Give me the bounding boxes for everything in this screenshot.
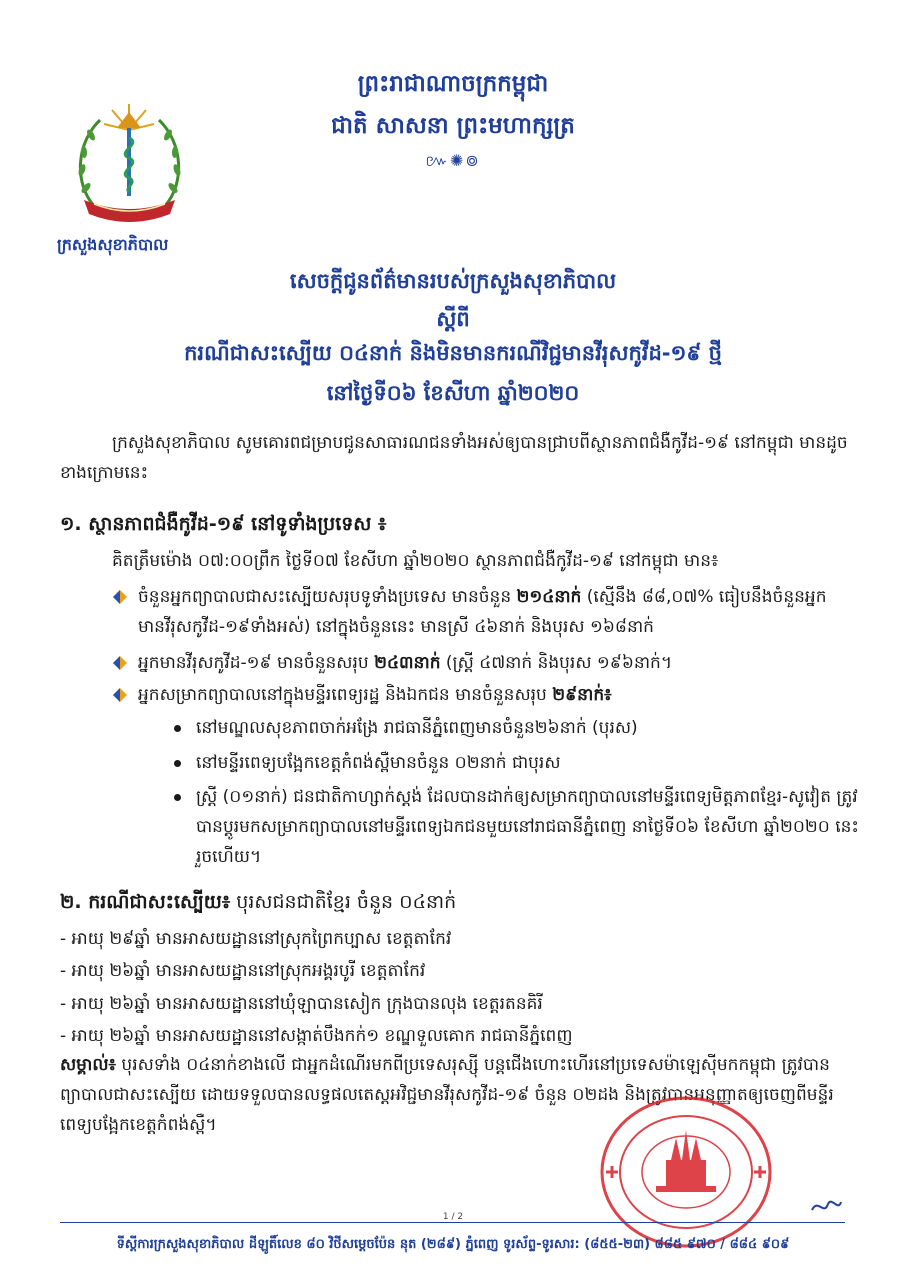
section2-heading-text: បុរសជនជាតិខ្មែរ ចំនួន ០៤នាក់ bbox=[230, 891, 457, 913]
sub-list-text: នៅមណ្ឌលសុខភាពចាក់អង្រែ រាជធានីភ្នំពេញមានចំនួន២៦នាក់ (បុរស) bbox=[196, 718, 638, 738]
dot-bullet-icon bbox=[174, 725, 181, 732]
sub-list-item bbox=[172, 782, 862, 872]
diamond-bullet-icon bbox=[112, 655, 128, 671]
list-item bbox=[112, 582, 852, 642]
national-motto: ជាតិ សាសនា ព្រះមហាក្សត្រ bbox=[331, 113, 575, 139]
bullet-text-pre: ចំនួនអ្នកព្យាបាលជាសះស្បើយសរុបទូទាំងប្រទេស មានចំនួន bbox=[138, 587, 517, 607]
intro-paragraph: ក្រសួងសុខាភិបាល សូមគោរពជម្រាបជូនសាធារណជនទាំងអស់ឲ្យបានជ្រាបពីស្ថានភាពជំងឺកូវីដ-១៩ នៅកម្ពុជា មានដូចខាងក្រោមនេះ bbox=[60, 433, 848, 483]
press-release-regarding: ស្តីពី bbox=[436, 307, 470, 331]
note-text: បុរសទាំង ០៤នាក់ខាងលើ ជាអ្នកដំណើរមកពីប្រទេសរុស្ស៊ី បន្តជើងហោះហើរនៅប្រទេសម៉ាឡេស៊ីមកកម្ពុជា ត្រូវបានព្យាបាលជាសះស្បើយ ដោយទទួលបានលទ្ធផលតេស្តអវិជ្ជមានវីរុសកូវីដ-១៩ ចំនួន ០២ដង និងត្រូវបានអនុញ្ញាតឲ្យចេញពីមន្ទីរពេទ្យបង្អែកខេត្តកំពង់ស្ពឺ។ bbox=[60, 1055, 834, 1135]
official-seal bbox=[596, 1090, 776, 1250]
list-item bbox=[112, 680, 852, 710]
dot-bullet-icon bbox=[174, 760, 181, 767]
bullet-text-pre: អ្នកមានវីរុសកូវីដ-១៩ មានចំនួនសរុប bbox=[138, 653, 375, 673]
sub-list-item bbox=[172, 748, 862, 778]
press-release-title: សេចក្តីជូនព័ត៌មានរបស់ក្រសួងសុខាភិបាល bbox=[289, 269, 617, 293]
list-item: - អាយុ ២៦ឆ្នាំ មានអាសយដ្ឋាននៅស្រុកអង្គរបូរី ខេត្តតាកែវ bbox=[60, 961, 426, 981]
ornament-divider: ៚✺៙ bbox=[425, 151, 481, 170]
bullet-text-bold: ២៤៣នាក់ bbox=[374, 653, 441, 673]
diamond-bullet-icon bbox=[112, 687, 128, 703]
section2-heading-label: ២. ករណីជាសះស្បើយ៖ bbox=[60, 891, 231, 913]
section2-heading bbox=[60, 890, 456, 918]
dot-bullet-icon bbox=[174, 794, 181, 801]
bullet-text-bold: ២១៤នាក់ bbox=[516, 587, 582, 607]
section1-as-of: គិតត្រឹមម៉ោង ០៧:០០ព្រឹក ថ្ងៃទី០៧ ខែសីហា ឆ្នាំ២០២០ ស្ថានភាពជំងឺកូវីដ-១៩ នៅកម្ពុជា មាន៖ bbox=[112, 551, 719, 571]
section1-heading: ១. ស្ថានភាពជំងឺកូវីដ-១៩ នៅទូទាំងប្រទេស ៖ bbox=[60, 513, 387, 535]
page-number: 1 / 2 bbox=[442, 1212, 464, 1222]
list-item: - អាយុ ២៦ឆ្នាំ មានអាសយដ្ឋាននៅសង្កាត់បឹងកក់១ ខណ្ឌទួលគោក រាជធានីភ្នំពេញ bbox=[60, 1026, 573, 1046]
sub-list-text: ស្ត្រី (០១នាក់) ជនជាតិកាហ្សាក់ស្តង់ ដែលបានដាក់ឲ្យសម្រាកព្យាបាលនៅមន្ទីរពេទ្យមិត្តភាពខ្មែរ-សូវៀត ត្រូវបានប្តូរមកសម្រាកព្យាបាលនៅមន្ទីរពេទ្យឯកជនមួយនៅរាជធានីភ្នំពេញ នាថ្ងៃទី០៦ ខែសីហា ឆ្នាំ២០២០ នេះរួចហើយ។ bbox=[196, 787, 859, 867]
press-release-date: នៅថ្ងៃទី០៦ ខែសីហា ឆ្នាំ២០២០ bbox=[326, 381, 580, 405]
bullet-text-post: (ស្ត្រី ៤៧នាក់ និងបុរស ១៩៦នាក់។ bbox=[440, 653, 673, 673]
sub-list-text: នៅមន្ទីរពេទ្យបង្អែកខេត្តកំពង់ស្ពឺមានចំនួន ០២នាក់ ជាបុរស bbox=[196, 753, 561, 773]
bullet-text-bold: ២៩នាក់៖ bbox=[552, 685, 612, 705]
bullet-text-pre: អ្នកសម្រាកព្យាបាលនៅក្នុងមន្ទីរពេទ្យរដ្ឋ និងឯកជន មានចំនួនសរុប bbox=[138, 685, 553, 705]
ministry-logo bbox=[72, 98, 187, 223]
press-release-subject: ករណីជាសះស្បើយ ០៤នាក់ និងមិនមានករណីវិជ្ជមានវីរុសកូវីដ-១៩ ថ្មី bbox=[184, 341, 722, 365]
ministry-name: ក្រសួងសុខាភិបាល bbox=[57, 235, 169, 254]
footer-divider bbox=[60, 1222, 845, 1223]
note-label: សម្គាល់៖ bbox=[60, 1055, 117, 1075]
sub-list-item bbox=[172, 713, 862, 743]
kingdom-heading: ព្រះរាជាណាចក្រកម្ពុជា bbox=[357, 71, 549, 97]
list-item: - អាយុ ២៩ឆ្នាំ មានអាសយដ្ឋាននៅស្រុកព្រៃកប្បាស ខេត្តតាកែវ bbox=[60, 929, 452, 949]
diamond-bullet-icon bbox=[112, 589, 128, 605]
bullet-text-post: (ស្មើនឹង ៨៨,០៧% ធៀបនឹងចំនួនអ្នកមានវីរុសកូវីដ-១៩ទាំងអស់) នៅក្នុងចំនួននេះ មានស្រី ៤៦នាក់ និងបុរស ១៦៨នាក់ bbox=[138, 587, 827, 637]
footer-address: ទីស្តីការក្រសួងសុខាភិបាល ដីឡូតិ៍លេខ ៨០ វិថីសម្តេចប៉ែន នុត (២៨៩) ភ្នំពេញ ទូរស័ព្ទ-ទូរសារ: (៨៥៥-២៣) ៨៨៥ ៩៧០ / ៨៨៤ ៩០៩ bbox=[116, 1237, 790, 1252]
list-item: - អាយុ ២៦ឆ្នាំ មានអាសយដ្ឋាននៅឃុំឡាបានសៀក ក្រុងបានលុង ខេត្តរតនគិរី bbox=[60, 994, 543, 1014]
list-item bbox=[112, 648, 852, 678]
